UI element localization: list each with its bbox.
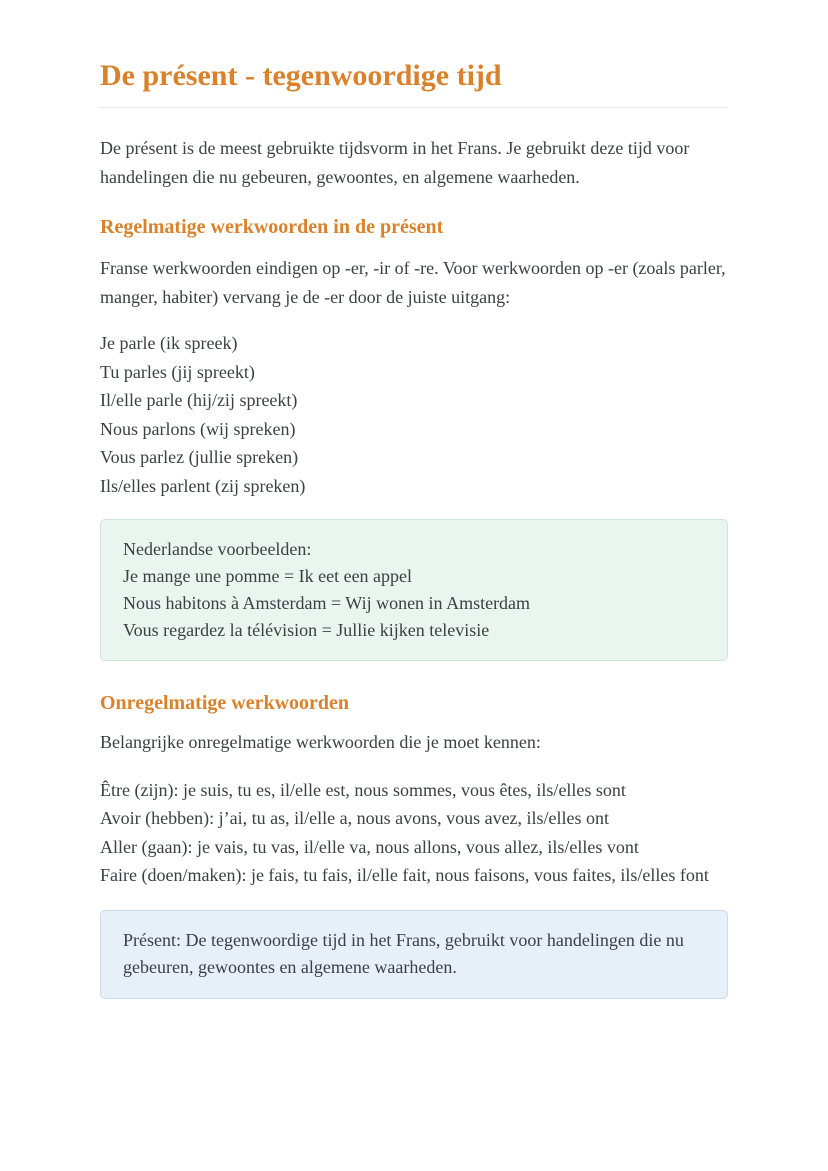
section-heading-regular-verbs: Regelmatige werkwoorden in de présent [100, 216, 444, 238]
irregular-verb-line: Avoir (hebben): j’ai, tu as, il/elle a, nous avons, vous avez, ils/elles ont [100, 808, 610, 828]
section-heading-irregular-verbs: Onregelmatige werkwoorden [100, 692, 350, 714]
example-line: Vous regardez la télévision = Jullie kijken televisie [123, 620, 490, 640]
conjugation-line: Tu parles (jij spreekt) [100, 361, 255, 382]
irregular-verb-line: Faire (doen/maken): je fais, tu fais, il/elle fait, nous faisons, vous faites, ils/elles font [100, 865, 709, 885]
irregular-verb-list [100, 776, 728, 890]
example-line: Nederlandse voorbeelden: [123, 539, 312, 559]
example-line: Je mange une pomme = Ik eet een appel [123, 566, 413, 586]
examples-callout-box [100, 519, 728, 661]
regular-verbs-paragraph: Franse werkwoorden eindigen op -er, -ir of -re. Voor werkwoorden op -er (zoals parler, manger, habiter) vervang je de -er door de juiste uitgang: [100, 258, 726, 307]
conjugation-list [100, 329, 728, 500]
irregular-verbs-paragraph: Belangrijke onregelmatige werkwoorden die je moet kennen: [100, 732, 541, 752]
conjugation-line: Nous parlons (wij spreken) [100, 418, 296, 439]
conjugation-line: Je parle (ik spreek) [100, 333, 238, 353]
conjugation-line: Vous parlez (jullie spreken) [100, 447, 299, 467]
conjugation-line: Ils/elles parlent (zij spreken) [100, 475, 306, 496]
definition-text: Présent: De tegenwoordige tijd in het Frans, gebruikt voor handelingen die nu gebeuren, gewoontes en algemene waarheden. [123, 929, 684, 977]
page-title: De présent - tegenwoordige tijd [100, 59, 502, 92]
intro-paragraph: De présent is de meest gebruikte tijdsvorm in het Frans. Je gebruikt deze tijd voor handelingen die nu gebeuren, gewoontes, en algemene waarheden. [100, 138, 690, 187]
irregular-verb-line: Aller (gaan): je vais, tu vas, il/elle va, nous allons, vous allez, ils/elles vont [100, 836, 639, 857]
conjugation-line: Il/elle parle (hij/zij spreekt) [100, 390, 298, 410]
irregular-verb-line: Être (zijn): je suis, tu es, il/elle est, nous sommes, vous êtes, ils/elles sont [100, 779, 626, 800]
definition-callout-box [100, 910, 728, 999]
example-line: Nous habitons à Amsterdam = Wij wonen in Amsterdam [123, 593, 531, 613]
title-divider [100, 107, 728, 108]
